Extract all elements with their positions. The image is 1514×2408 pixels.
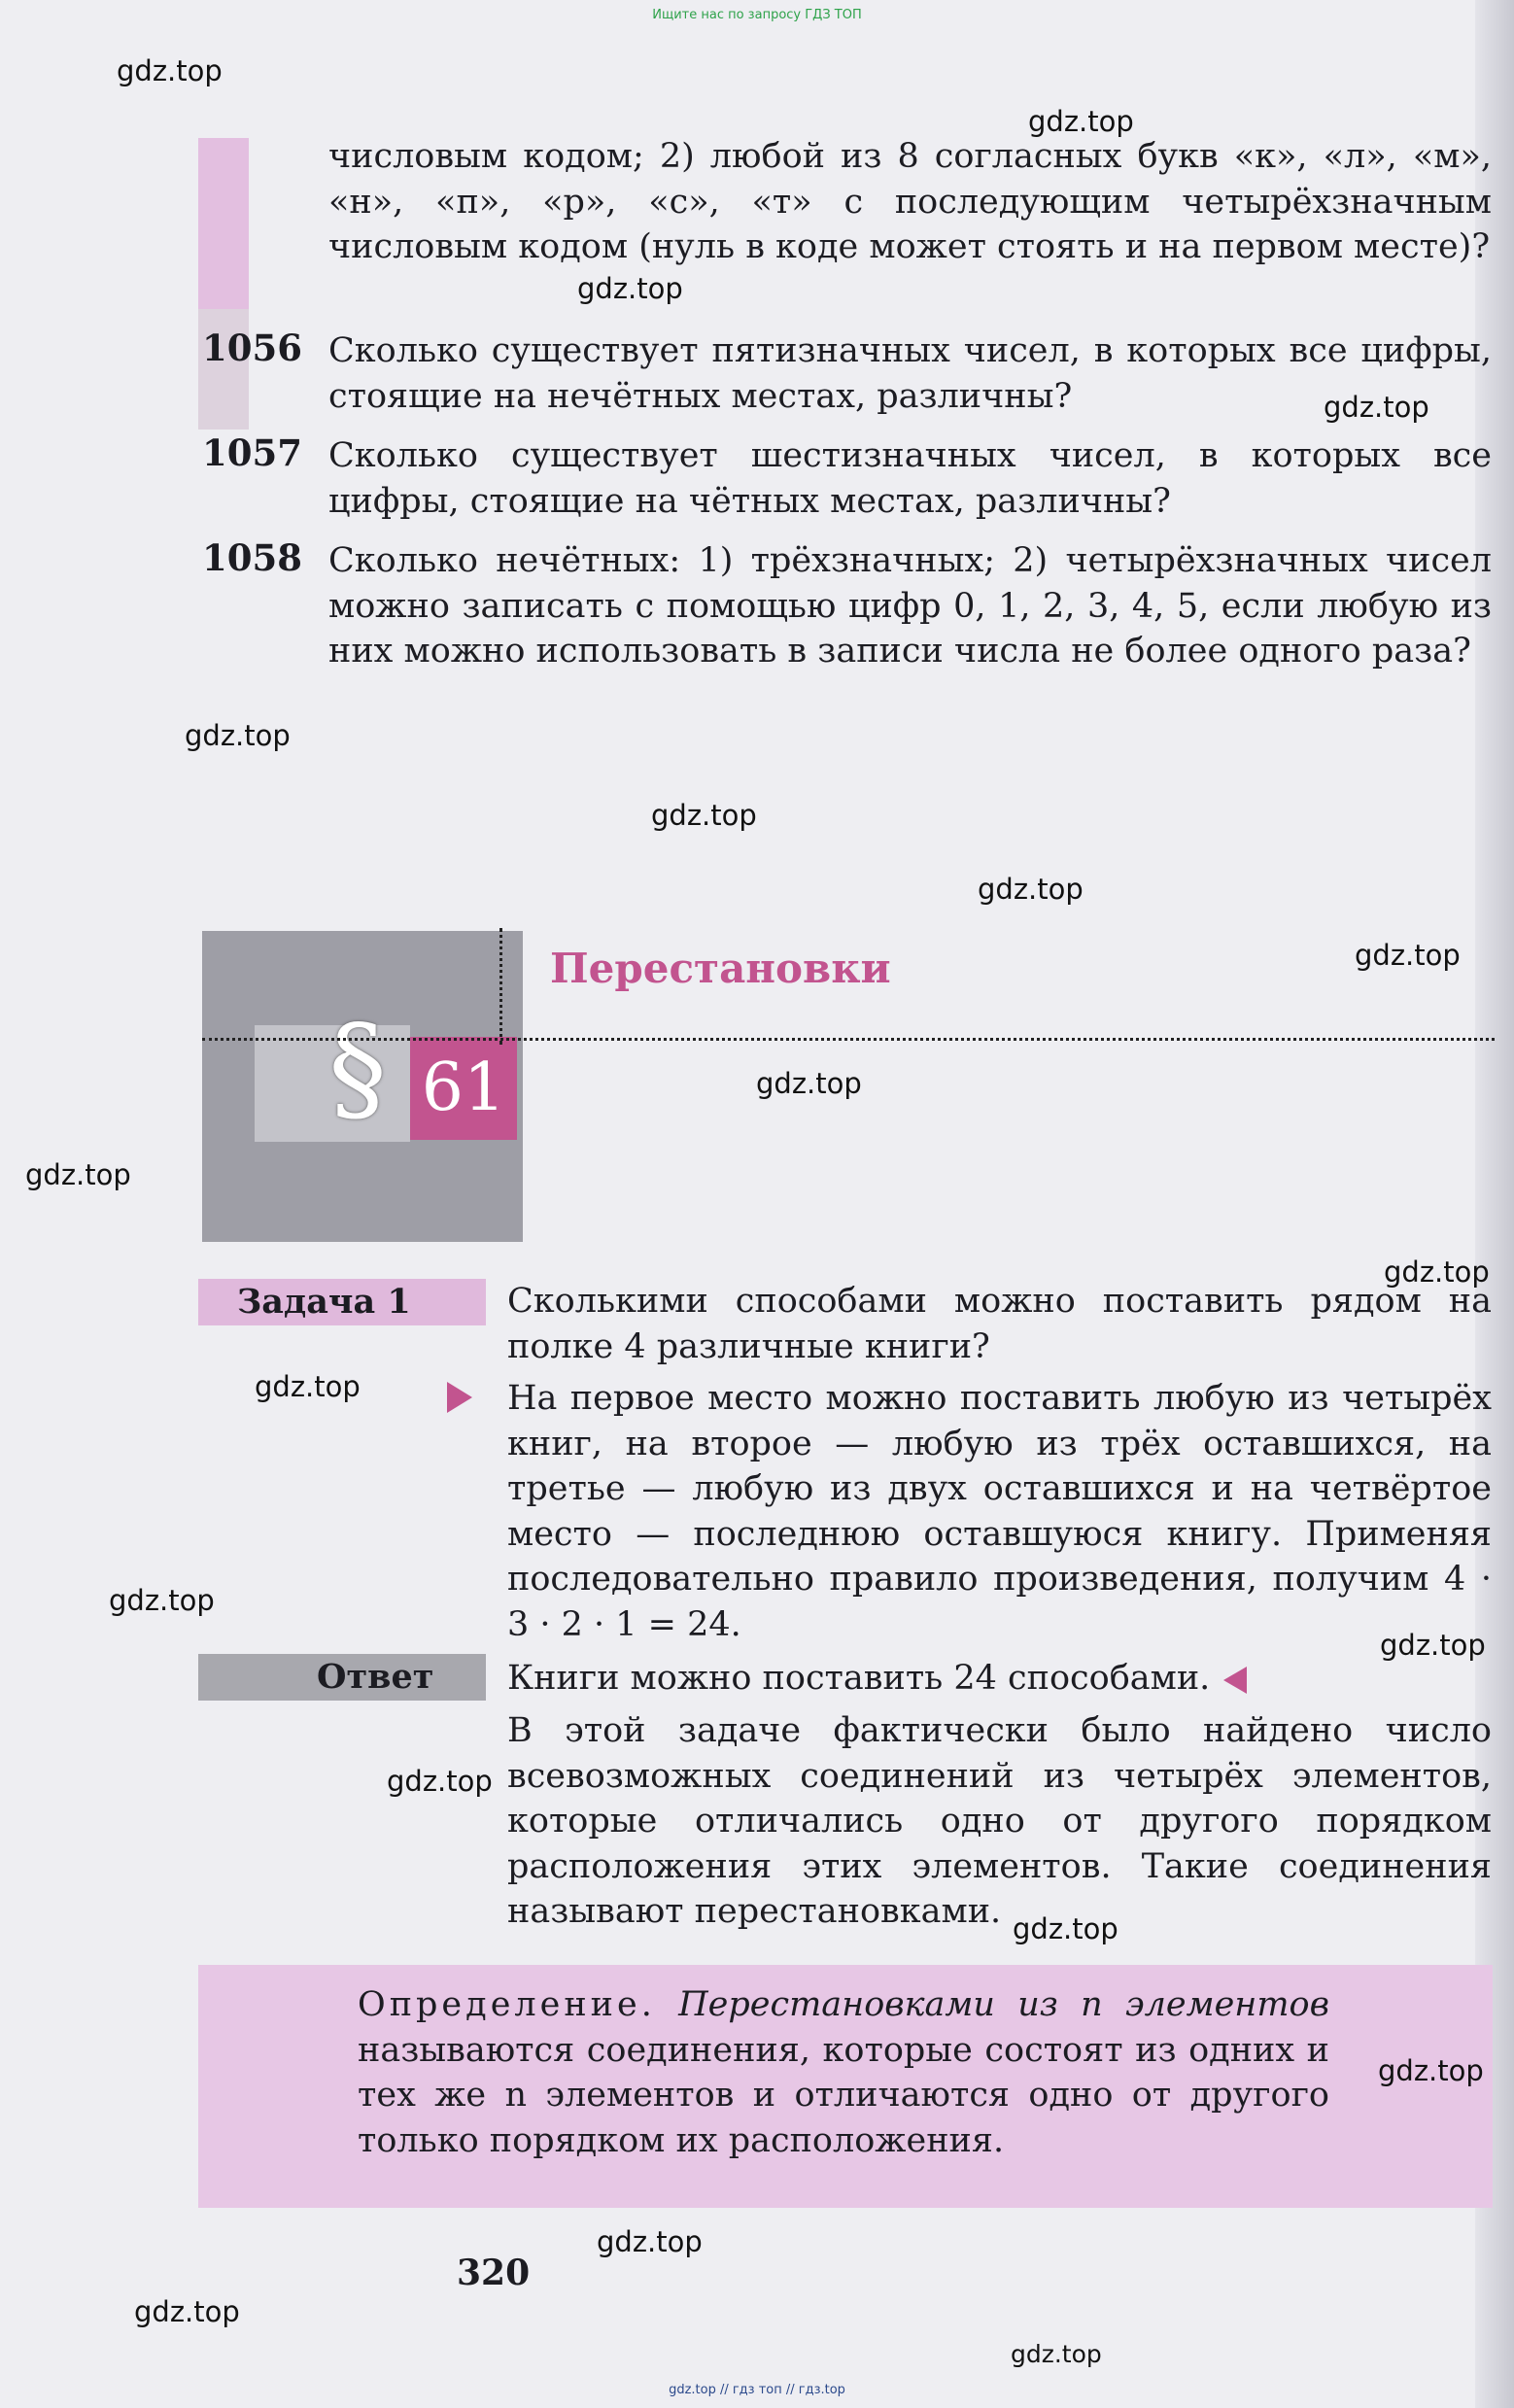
- watermark: gdz.top: [109, 1584, 215, 1617]
- problem-text: Сколько существует шестизначных чисел, в которых все цифры, стоящие на чётных местах, различны?: [328, 436, 1492, 521]
- watermark: gdz.top: [255, 1370, 361, 1403]
- watermark: gdz.top: [1013, 1912, 1118, 1945]
- task-solution: На первое место можно поставить любую из четырёх книг, на второе — любую из трёх оставшихся, на третье — любую из двух оставшихся и на четвёртое место — последнюю оставшуюся книгу. Применяя последовательно правило произведения, получим 4 · 3 · 2 · 1 = 24.: [507, 1379, 1492, 1644]
- section-title: Перестановки: [550, 945, 891, 992]
- dotted-rule: [202, 1038, 1495, 1041]
- problem-number: 1056: [202, 327, 302, 369]
- bottom-note: gdz.top // гдз топ // гдз.top: [669, 2383, 845, 2397]
- section-sign: §: [328, 1001, 387, 1136]
- task-label: Задача 1: [198, 1279, 486, 1325]
- watermark: gdz.top: [25, 1158, 131, 1191]
- task-question: Сколькими способами можно поставить рядом на полке 4 различные книги?: [507, 1282, 1492, 1366]
- definition-rest: называются соединения, которые состоят из одних и тех же n элементов и отличаются одно от другого только порядком их расположения.: [358, 2030, 1329, 2160]
- definition-term: Определение.: [358, 1985, 656, 2024]
- problem-number: 1058: [202, 536, 302, 579]
- page-number: 320: [457, 2253, 531, 2293]
- margin-bar: [198, 138, 249, 309]
- watermark: gdz.top: [756, 1067, 862, 1100]
- watermark: gdz.top: [185, 719, 291, 752]
- section-number: 61: [410, 1037, 517, 1140]
- watermark: gdz.top: [387, 1765, 493, 1798]
- problem-text: Сколько существует пятизначных чисел, в которых все цифры, стоящие на нечётных местах, различны?: [328, 331, 1492, 416]
- watermark: gdz.top: [1384, 1256, 1490, 1289]
- watermark: gdz.top: [651, 799, 757, 832]
- watermark: gdz.top: [577, 272, 683, 305]
- watermark: gdz.top: [1380, 1629, 1486, 1662]
- watermark: gdz.top: [1355, 939, 1461, 972]
- problem-number: 1057: [202, 431, 302, 474]
- solution-marker-icon: [447, 1382, 472, 1413]
- watermark: gdz.top: [1028, 105, 1134, 138]
- watermark: gdz.top: [1011, 2340, 1102, 2368]
- end-marker-icon: [1223, 1667, 1247, 1694]
- watermark: gdz.top: [1378, 2054, 1484, 2087]
- dotted-rule-vertical: [499, 928, 502, 1045]
- continuation-text: числовым кодом; 2) любой из 8 согласных букв «к», «л», «м», «н», «п», «р», «с», «т» с последующим четырёхзначным числовым кодом (нуль в коде может стоять и на первом месте)?: [328, 137, 1492, 266]
- watermark: gdz.top: [597, 2225, 703, 2258]
- answer-label: Ответ: [198, 1654, 486, 1701]
- watermark: gdz.top: [978, 873, 1084, 906]
- answer-line: [507, 1656, 1492, 1702]
- watermark: gdz.top: [1324, 391, 1429, 424]
- top-note: Ищите нас по запросу ГДЗ ТОП: [652, 8, 862, 22]
- definition-italic: Перестановками из n элементов: [678, 1985, 1329, 2024]
- problem-text: Сколько нечётных: 1) трёхзначных; 2) четырёхзначных чисел можно записать с помощью цифр 0, 1, 2, 3, 4, 5, если любую из них можно использовать в записи числа не более одного раза?: [328, 541, 1492, 671]
- explanation-text: В этой задаче фактически было найдено число всевозможных соединений из четырёх элементов, которые отличались одно от другого порядком расположения этих элементов. Такие соединения называют перестановками.: [507, 1711, 1492, 1931]
- answer-text: Книги можно поставить 24 способами.: [507, 1659, 1211, 1698]
- watermark: gdz.top: [134, 2295, 240, 2328]
- watermark: gdz.top: [117, 54, 223, 87]
- definition-text: [358, 1982, 1329, 2163]
